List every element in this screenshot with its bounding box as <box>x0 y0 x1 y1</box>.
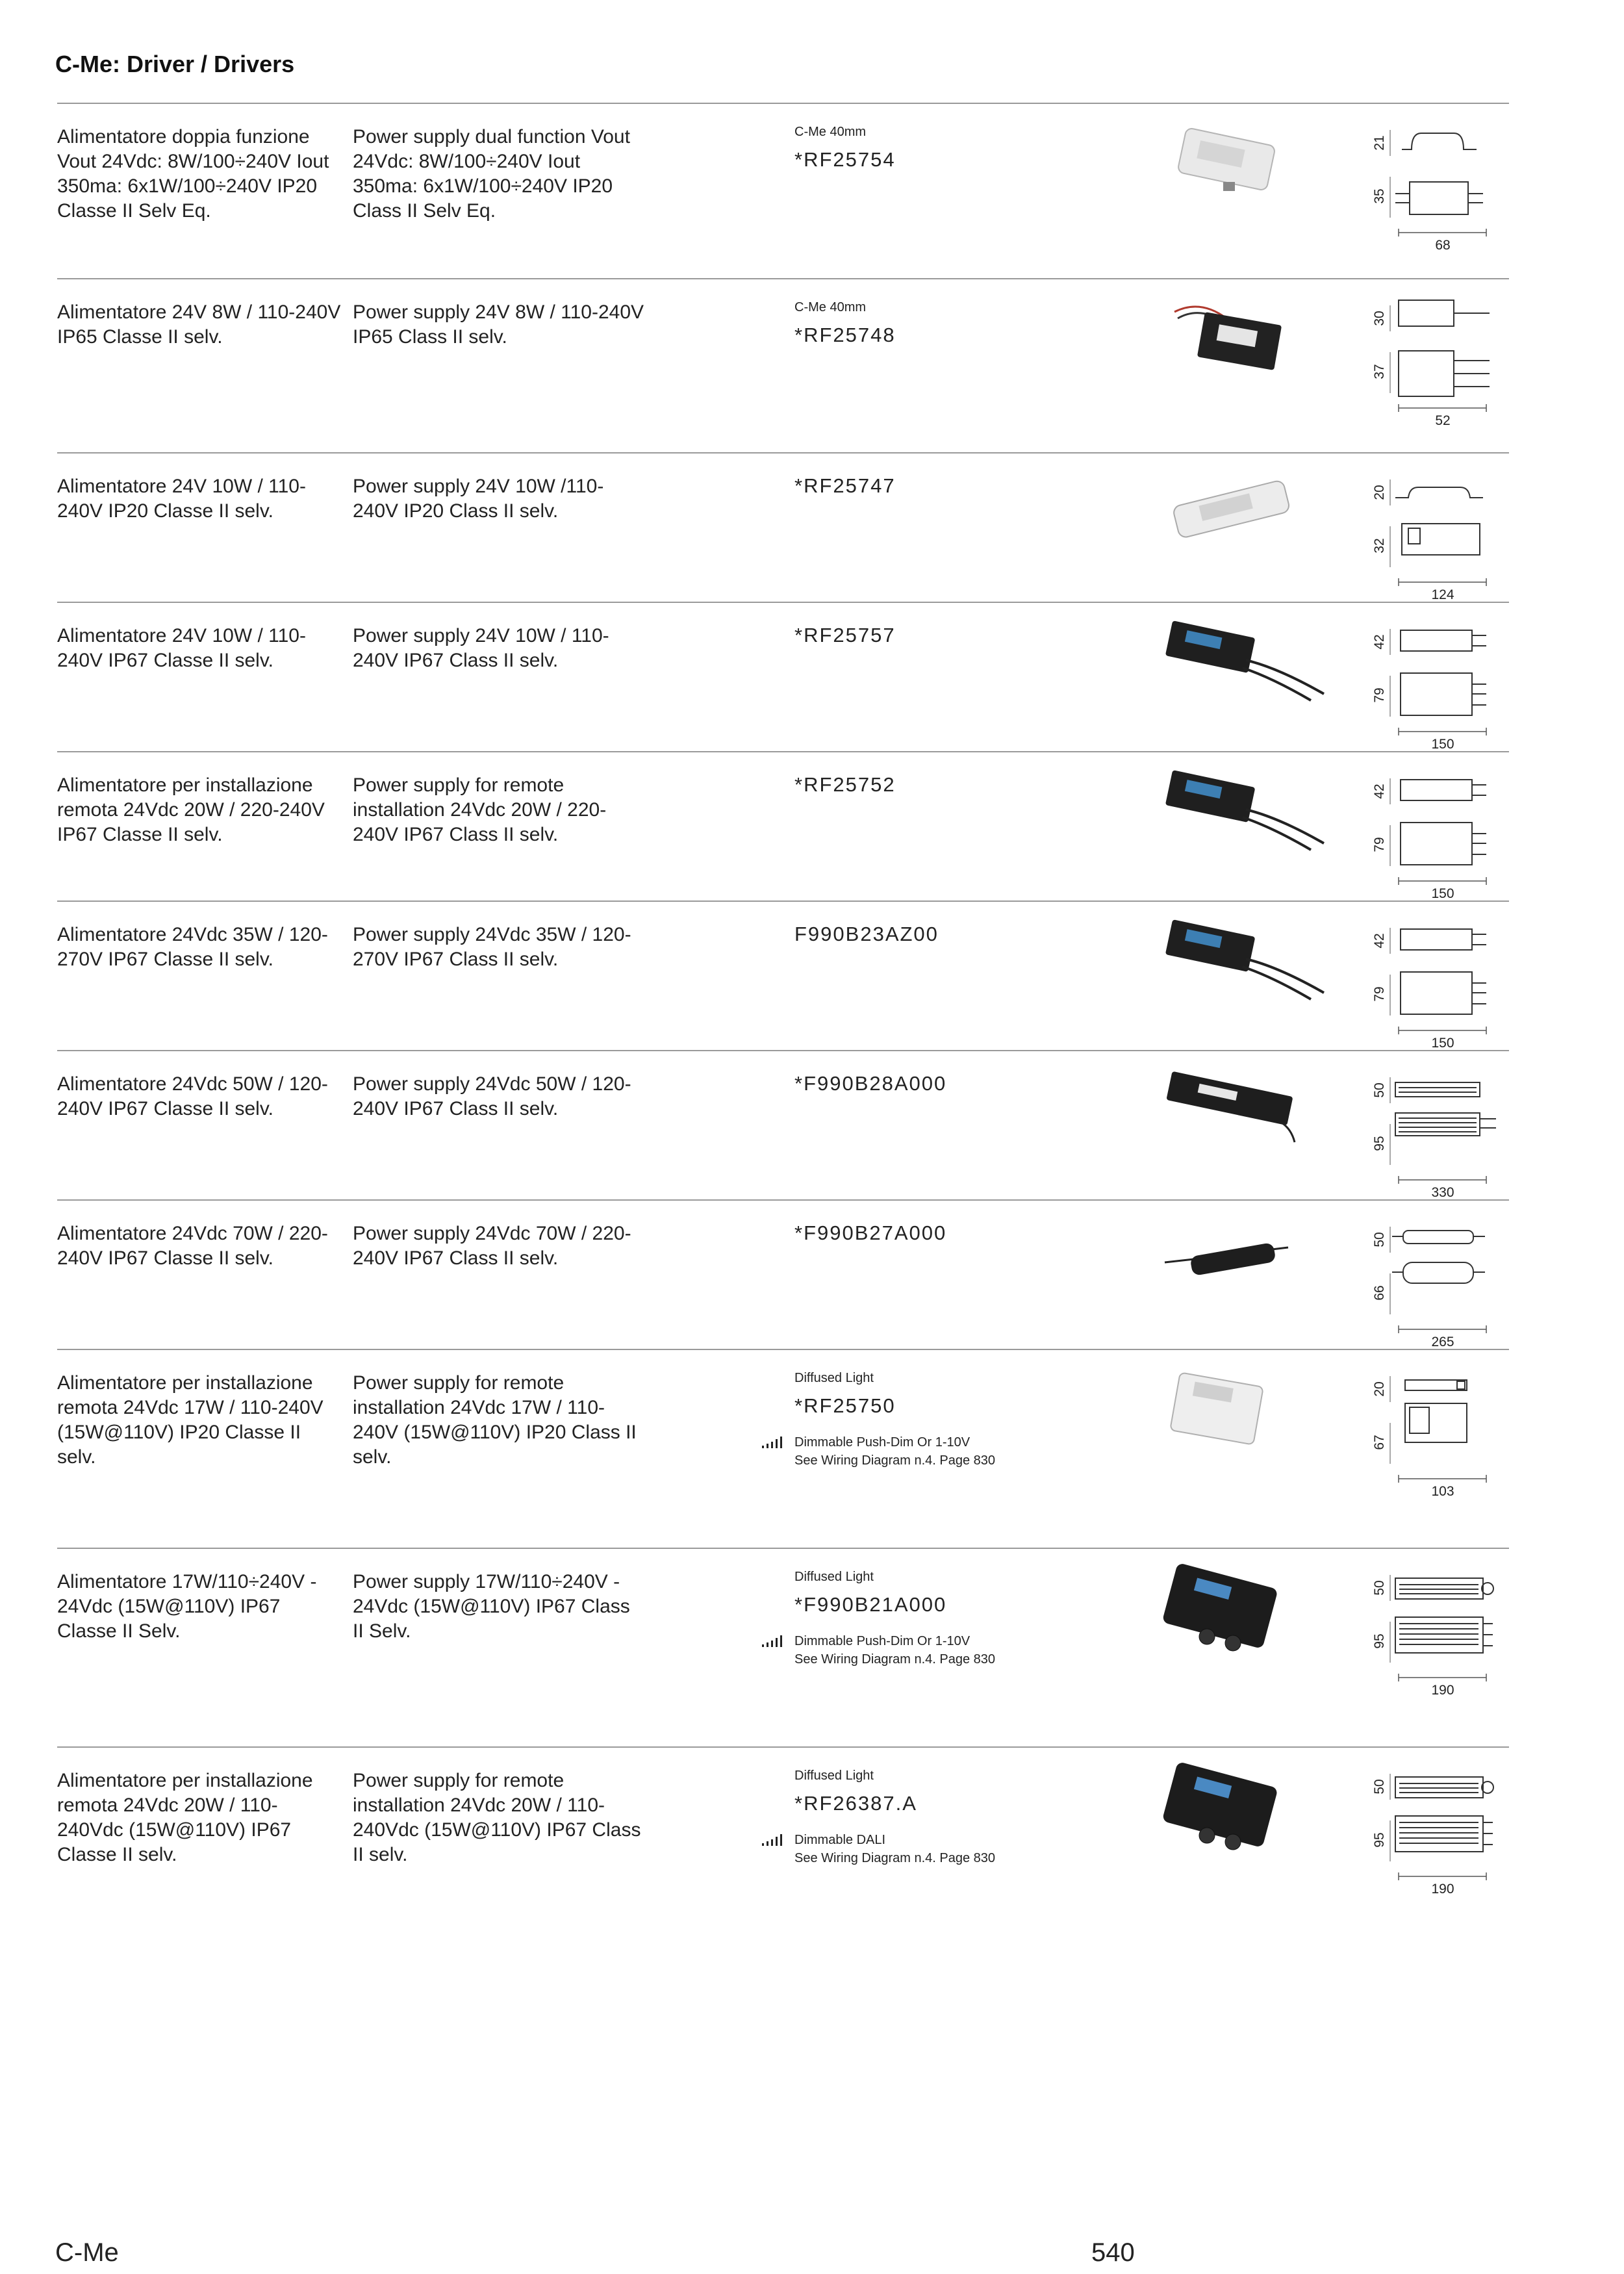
dimming-info <box>794 1831 1119 1849</box>
dimension-width: 330 <box>1431 1185 1454 1200</box>
product-code-block <box>794 1568 1119 1668</box>
dimension-height-bottom: 66 <box>1372 1285 1387 1301</box>
description-english: Power supply for remote installation 24Vdc 17W / 110-240V (15W@110V) IP20 Class II selv. <box>353 1372 637 1468</box>
footer-section-name: C-Me <box>55 2238 119 2267</box>
description-italian: Alimentatore 24V 8W / 110-240V IP65 Classe II selv. <box>57 301 341 348</box>
product-code: *RF25752 <box>794 773 896 796</box>
product-code-block <box>794 123 1119 173</box>
product-row <box>57 1748 1509 1908</box>
dimension-height-top: 42 <box>1372 784 1387 799</box>
product-row <box>57 1201 1509 1350</box>
dimension-height-bottom: 32 <box>1372 538 1387 554</box>
technical-drawing <box>1356 466 1509 606</box>
technical-drawing <box>1356 1214 1509 1353</box>
product-photo <box>1161 765 1330 873</box>
dimension-width: 150 <box>1431 1036 1454 1051</box>
description-italian: Alimentatore 24V 10W / 110-240V IP67 Classe II selv. <box>57 625 306 671</box>
dimension-width: 124 <box>1431 587 1454 602</box>
dimension-height-bottom: 67 <box>1372 1435 1387 1450</box>
dimension-height-top: 21 <box>1372 135 1387 151</box>
dimension-height-bottom: 35 <box>1372 188 1387 204</box>
technical-drawing <box>1356 1363 1509 1503</box>
product-code-block <box>794 1767 1119 1867</box>
product-code: F990B23AZ00 <box>794 923 939 945</box>
description-english: Power supply 24Vdc 35W / 120-270V IP67 Class II selv. <box>353 924 631 970</box>
description-italian: Alimentatore 24Vdc 35W / 120-270V IP67 Classe II selv. <box>57 924 328 970</box>
product-code: *RF25750 <box>794 1394 896 1417</box>
dimension-height-bottom: 95 <box>1372 1633 1387 1649</box>
description-italian: Alimentatore 24Vdc 70W / 220-240V IP67 Classe II selv. <box>57 1223 328 1269</box>
dimension-height-top: 42 <box>1372 634 1387 650</box>
product-code: *RF25747 <box>794 474 896 497</box>
dimension-height-top: 20 <box>1372 1381 1387 1397</box>
dimming-info <box>794 1433 1119 1451</box>
dimension-width: 150 <box>1431 737 1454 752</box>
product-photo <box>1161 1214 1330 1321</box>
dimension-width: 190 <box>1431 1683 1454 1698</box>
dimming-info <box>794 1632 1119 1650</box>
technical-drawing <box>1356 765 1509 905</box>
product-photo <box>1161 1761 1330 1868</box>
dimension-height-top: 50 <box>1372 1232 1387 1247</box>
wiring-reference: See Wiring Diagram n.4. Page 830 <box>794 1453 996 1468</box>
product-photo <box>1161 1562 1330 1669</box>
variant-note: Diffused Light <box>794 1371 874 1385</box>
product-code-block <box>794 473 1119 499</box>
variant-note: Diffused Light <box>794 1570 874 1584</box>
description-english: Power supply 24Vdc 70W / 220-240V IP67 Class II selv. <box>353 1223 631 1269</box>
product-code: *RF25754 <box>794 148 896 171</box>
description-english: Power supply dual function Vout 24Vdc: 8W/100÷240V Iout 350ma: 6x1W/100÷240V IP20 Class II Selv Eq. <box>353 126 630 222</box>
technical-drawing <box>1356 117 1509 257</box>
product-row <box>57 454 1509 603</box>
dimension-height-bottom: 79 <box>1372 986 1387 1002</box>
product-code-block <box>794 772 1119 798</box>
dimension-width: 68 <box>1435 238 1451 253</box>
product-code: *F990B28A000 <box>794 1072 947 1095</box>
dimension-height-bottom: 37 <box>1372 364 1387 379</box>
dimension-width: 190 <box>1431 1882 1454 1897</box>
dimension-height-top: 30 <box>1372 311 1387 326</box>
description-italian: Alimentatore 24Vdc 50W / 120-240V IP67 Classe II selv. <box>57 1073 328 1119</box>
wiring-reference: See Wiring Diagram n.4. Page 830 <box>794 1851 996 1865</box>
description-english: Power supply 24Vdc 50W / 120-240V IP67 Class II selv. <box>353 1073 631 1119</box>
product-row <box>57 104 1509 279</box>
description-english: Power supply 17W/110÷240V - 24Vdc (15W@110V) IP67 Class II Selv. <box>353 1571 630 1642</box>
product-code-block <box>794 622 1119 648</box>
description-italian: Alimentatore doppia funzione Vout 24Vdc: 8W/100÷240V Iout 350ma: 6x1W/100÷240V IP20 Classe II Selv Eq. <box>57 126 329 222</box>
product-code: *F990B27A000 <box>794 1221 947 1244</box>
description-english: Power supply for remote installation 24Vdc 20W / 110-240Vdc (15W@110V) IP67 Class II selv. <box>353 1770 641 1865</box>
technical-drawing <box>1356 1064 1509 1204</box>
dimension-height-top: 42 <box>1372 933 1387 949</box>
dimension-height-bottom: 95 <box>1372 1832 1387 1848</box>
dimming-icon <box>761 1435 787 1455</box>
product-code: *RF25757 <box>794 624 896 646</box>
product-photo <box>1161 117 1330 224</box>
wiring-reference: See Wiring Diagram n.4. Page 830 <box>794 1652 996 1667</box>
technical-drawing <box>1356 1761 1509 1900</box>
dimming-icon <box>761 1634 787 1654</box>
description-italian: Alimentatore 17W/110÷240V - 24Vdc (15W@110V) IP67 Classe II Selv. <box>57 1571 317 1642</box>
dimming-icon <box>761 1833 787 1852</box>
technical-drawing <box>1356 292 1509 432</box>
dimension-height-top: 50 <box>1372 1082 1387 1098</box>
dimension-width: 103 <box>1431 1484 1454 1499</box>
dimension-height-bottom: 79 <box>1372 687 1387 703</box>
product-row <box>57 752 1509 902</box>
dimension-width: 265 <box>1431 1335 1454 1349</box>
dimension-height-bottom: 79 <box>1372 837 1387 852</box>
product-photo <box>1161 1064 1330 1171</box>
product-photo <box>1161 915 1330 1022</box>
description-italian: Alimentatore 24V 10W / 110-240V IP20 Classe II selv. <box>57 476 306 522</box>
product-photo <box>1161 616 1330 723</box>
description-english: Power supply 24V 10W / 110-240V IP67 Class II selv. <box>353 625 609 671</box>
product-photo <box>1161 1363 1330 1470</box>
product-row <box>57 1051 1509 1201</box>
variant-note: C-Me 40mm <box>794 300 867 314</box>
dimming-label: Dimmable Push-Dim Or 1-10V <box>794 1435 971 1450</box>
product-row <box>57 902 1509 1051</box>
variant-note: Diffused Light <box>794 1769 874 1783</box>
variant-note: C-Me 40mm <box>794 125 867 139</box>
product-code: *RF25748 <box>794 324 896 346</box>
description-italian: Alimentatore per installazione remota 24Vdc 17W / 110-240V (15W@110V) IP20 Classe II selv. <box>57 1372 324 1468</box>
description-english: Power supply 24V 8W / 110-240V IP65 Class II selv. <box>353 301 644 348</box>
product-row <box>57 1350 1509 1549</box>
technical-drawing <box>1356 616 1509 756</box>
dimension-height-bottom: 95 <box>1372 1136 1387 1151</box>
description-italian: Alimentatore per installazione remota 24Vdc 20W / 110-240Vdc (15W@110V) IP67 Classe II selv. <box>57 1770 313 1865</box>
product-row <box>57 603 1509 752</box>
product-code: *RF26387.A <box>794 1792 917 1815</box>
page-title: C-Me: Driver / Drivers <box>55 51 295 77</box>
description-english: Power supply 24V 10W /110-240V IP20 Class II selv. <box>353 476 604 522</box>
product-code-block <box>794 299 1119 348</box>
description-italian: Alimentatore per installazione remota 24Vdc 20W / 220-240V IP67 Classe II selv. <box>57 774 325 845</box>
technical-drawing <box>1356 915 1509 1054</box>
product-photo <box>1161 292 1330 400</box>
product-code-block <box>794 1220 1119 1246</box>
product-code-block <box>794 1071 1119 1097</box>
dimension-width: 150 <box>1431 886 1454 901</box>
page-number: 540 <box>1091 2238 1135 2267</box>
product-code-block <box>794 1370 1119 1470</box>
dimension-height-top: 50 <box>1372 1779 1387 1795</box>
product-photo <box>1161 466 1330 574</box>
dimension-height-top: 20 <box>1372 485 1387 500</box>
dimming-label: Dimmable Push-Dim Or 1-10V <box>794 1634 971 1648</box>
product-row <box>57 279 1509 454</box>
dimension-height-top: 50 <box>1372 1580 1387 1596</box>
dimension-width: 52 <box>1435 413 1451 428</box>
technical-drawing <box>1356 1562 1509 1702</box>
description-english: Power supply for remote installation 24Vdc 20W / 220-240V IP67 Class II selv. <box>353 774 607 845</box>
product-row <box>57 1549 1509 1748</box>
product-code: *F990B21A000 <box>794 1593 947 1616</box>
dimming-label: Dimmable DALI <box>794 1833 886 1847</box>
product-code-block <box>794 921 1119 947</box>
